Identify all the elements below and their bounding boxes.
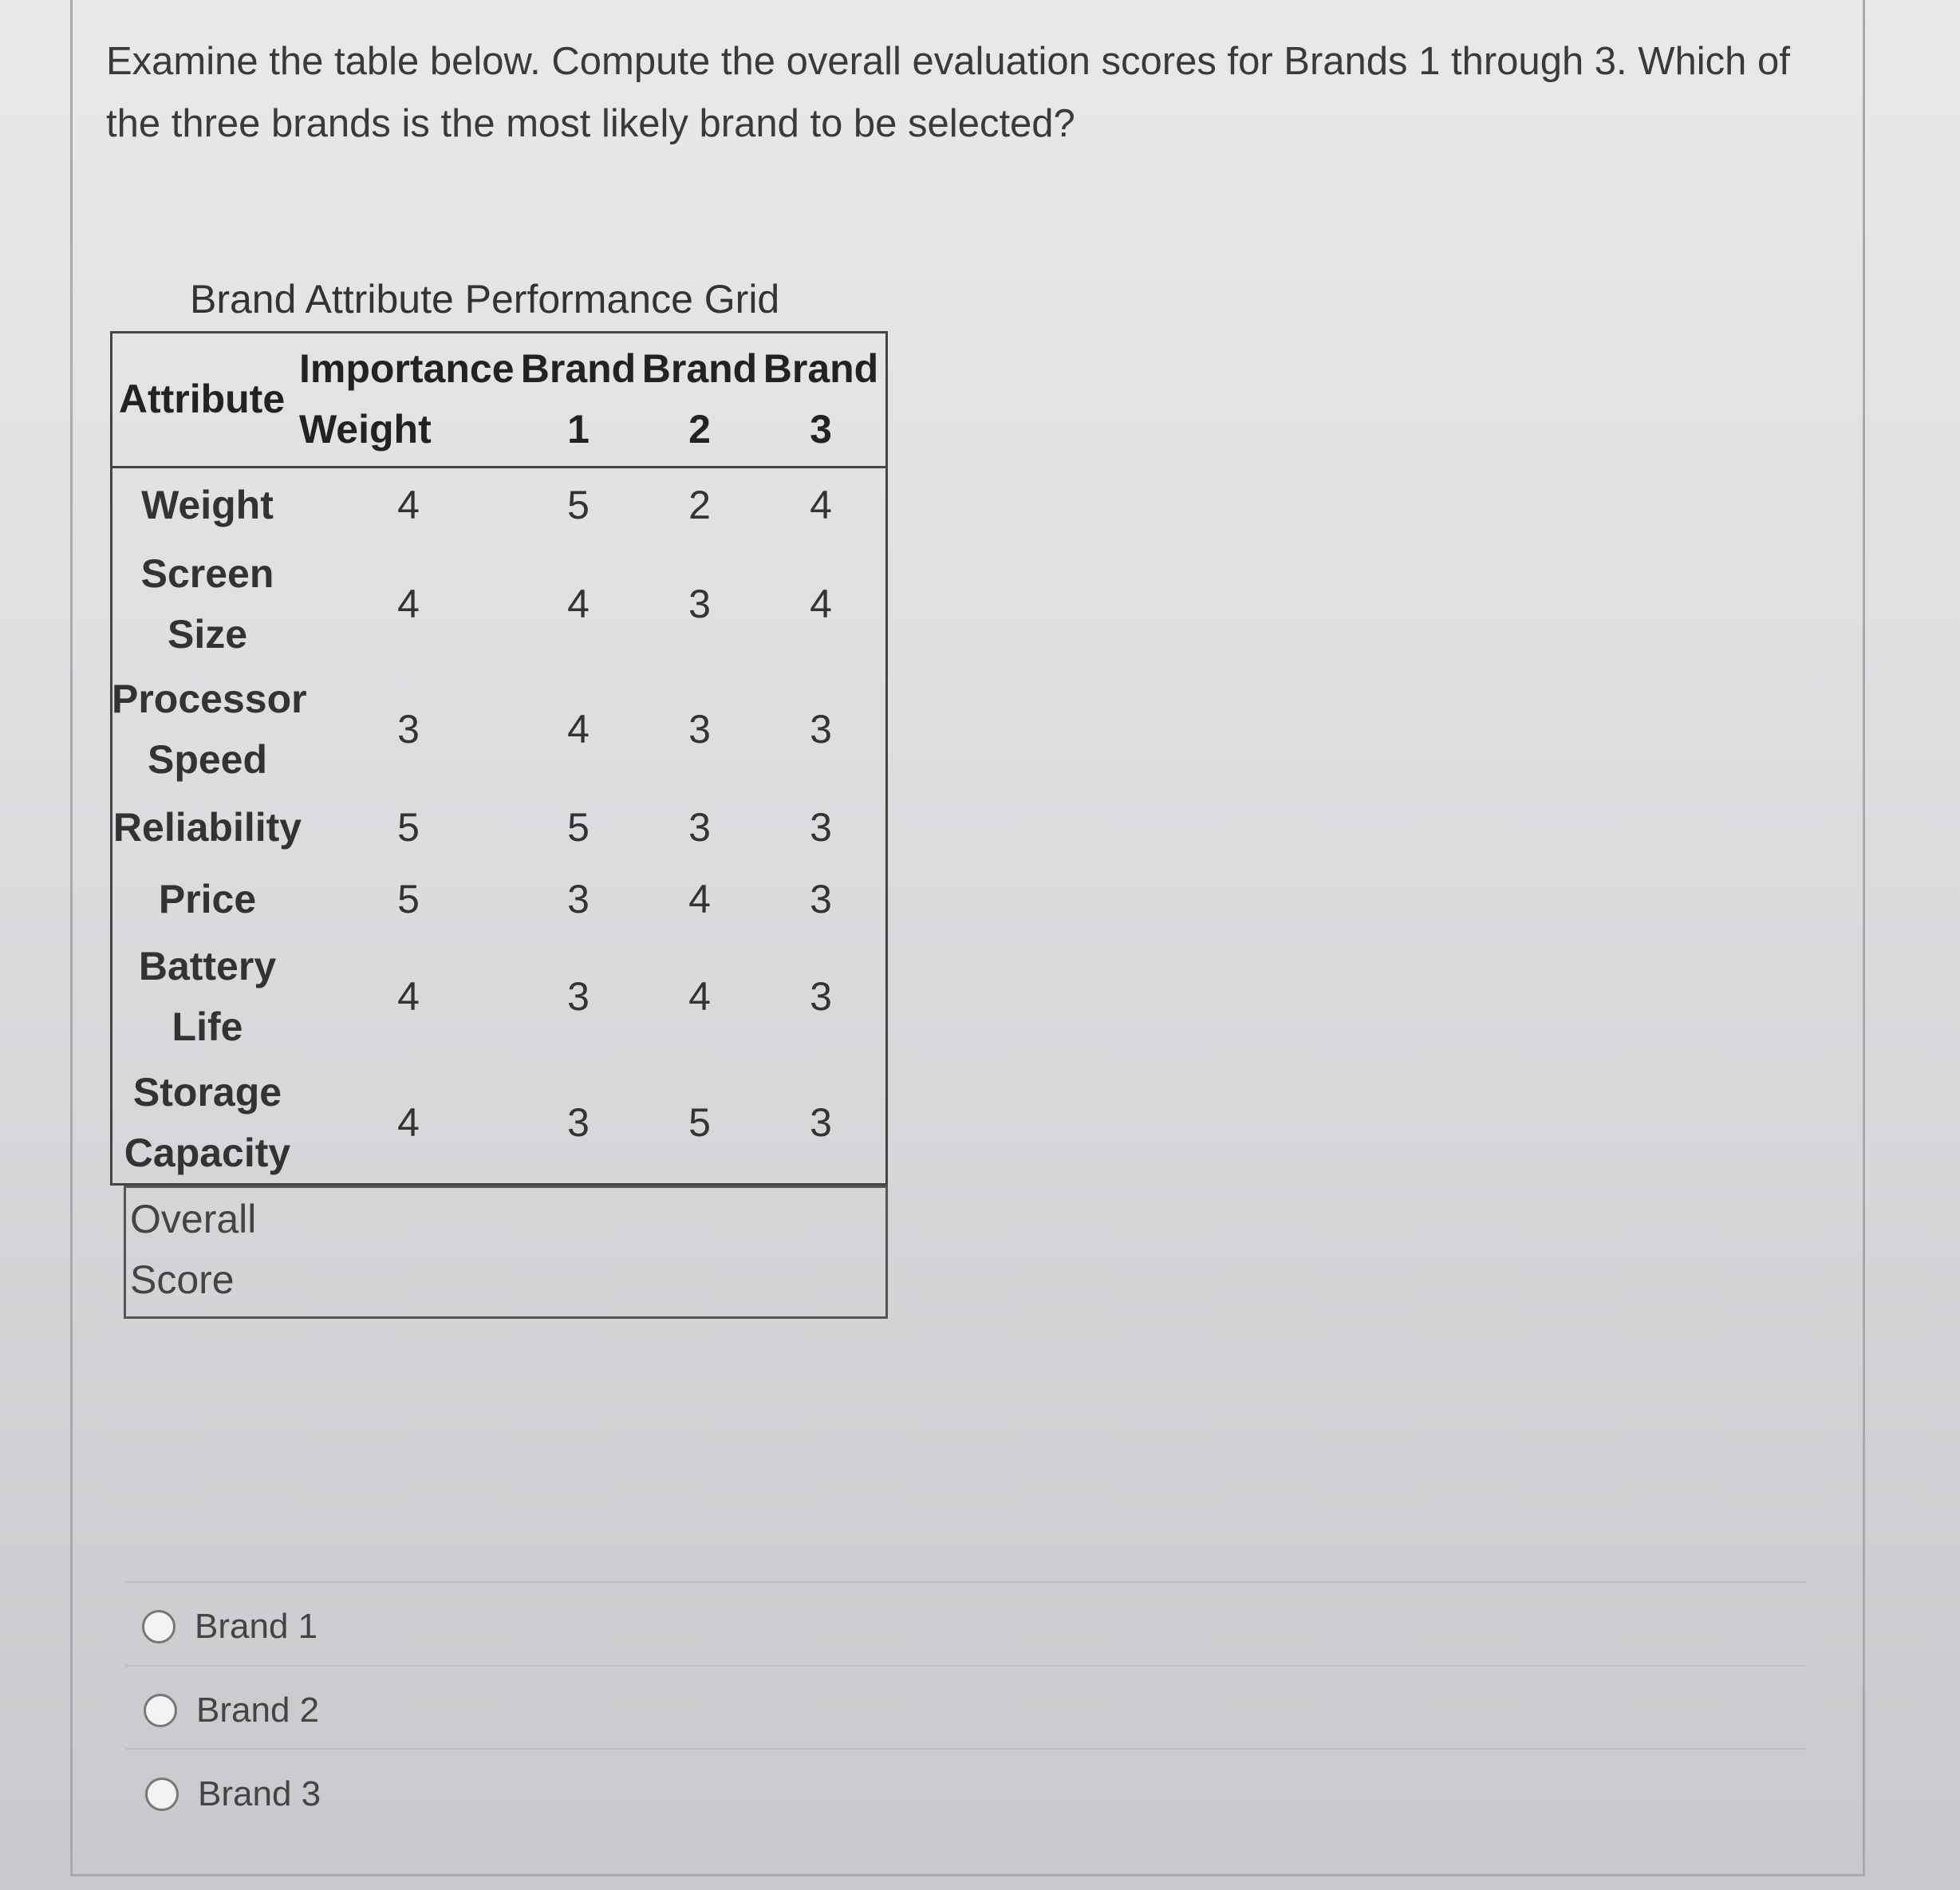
- row-value: 4: [397, 582, 420, 626]
- row-value: 3: [810, 805, 832, 850]
- row-value: 3: [810, 1100, 832, 1145]
- table-caption: Brand Attribute Performance Grid: [190, 277, 780, 322]
- row-value: 4: [567, 582, 590, 626]
- radio-button[interactable]: [142, 1610, 175, 1643]
- row-attribute: Processor Speed: [112, 677, 307, 782]
- overall-score-label: Overall Score: [130, 1197, 257, 1302]
- header-attribute: Attribute: [118, 377, 286, 421]
- row-attribute: Screen Size: [140, 551, 274, 657]
- row-value: 4: [567, 707, 590, 752]
- radio-button[interactable]: [144, 1694, 177, 1727]
- option-label: Brand 2: [196, 1691, 320, 1730]
- row-value: 4: [810, 582, 832, 626]
- row-value: 3: [810, 877, 832, 921]
- row-value: 4: [397, 1100, 420, 1145]
- row-value: 3: [810, 974, 832, 1019]
- row-value: 4: [810, 483, 832, 527]
- row-value: 3: [567, 1100, 590, 1145]
- option-brand-1[interactable]: [142, 1607, 317, 1647]
- row-value: 4: [397, 483, 420, 527]
- row-attribute: Weight: [141, 483, 274, 527]
- question-text: Examine the table below. Compute the overall evaluation scores for Brands 1 through 3. Which of the three brands is the most likely brand to be selected?: [106, 40, 1790, 145]
- row-value: 5: [567, 805, 590, 850]
- header-divider: [110, 466, 888, 468]
- row-value: 2: [688, 483, 711, 527]
- row-value: 3: [810, 707, 832, 752]
- row-value: 3: [567, 877, 590, 921]
- option-label: Brand 3: [198, 1774, 321, 1813]
- row-value: 5: [397, 805, 420, 850]
- row-attribute: Price: [158, 877, 257, 921]
- row-value: 3: [567, 974, 590, 1019]
- row-value: 5: [567, 483, 590, 527]
- radio-button[interactable]: [145, 1778, 179, 1811]
- row-value: 3: [397, 707, 420, 752]
- row-value: 3: [688, 805, 711, 850]
- option-brand-2[interactable]: [144, 1691, 319, 1730]
- row-attribute: Reliability: [112, 805, 302, 850]
- row-value: 4: [397, 974, 420, 1019]
- row-value: 5: [688, 1100, 711, 1145]
- divider: [125, 1665, 1806, 1667]
- header-importance-weight: Importance Weight: [299, 346, 515, 452]
- row-value: 5: [397, 877, 420, 921]
- divider: [125, 1581, 1806, 1583]
- header-brand-1: Brand 1: [520, 346, 637, 452]
- row-value: 4: [688, 974, 711, 1019]
- row-value: 4: [688, 877, 711, 921]
- header-brand-3: Brand 3: [763, 346, 879, 452]
- row-value: 3: [688, 582, 711, 626]
- header-brand-2: Brand 2: [641, 346, 758, 452]
- divider: [125, 1748, 1806, 1750]
- row-attribute: Storage Capacity: [124, 1070, 291, 1175]
- row-value: 3: [688, 707, 711, 752]
- option-label: Brand 1: [195, 1607, 318, 1646]
- option-brand-3[interactable]: [145, 1774, 321, 1814]
- row-attribute: Battery Life: [138, 944, 277, 1049]
